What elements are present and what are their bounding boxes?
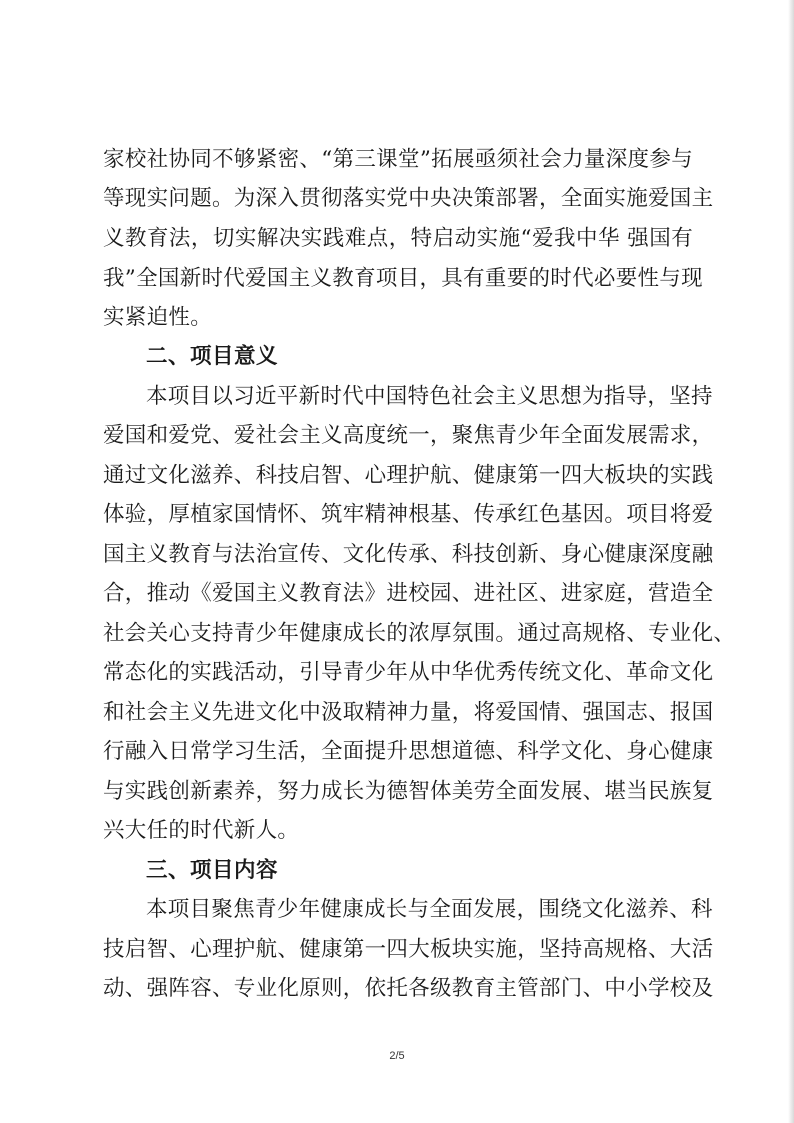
text-line: 体验，厚植家国情怀、筑牢精神根基、传承红色基因。项目将爱 — [103, 502, 714, 527]
text-line: 实紧迫性。 — [103, 305, 213, 330]
text-line: 动、强阵容、专业化原则，依托各级教育主管部门、中小学校及 — [103, 976, 714, 1001]
text-line: 本项目聚焦青少年健康成长与全面发展，围绕文化滋养、科 — [146, 897, 713, 922]
text-line: 社会关心支持青少年健康成长的浓厚氛围。通过高规格、专业化、 — [103, 621, 736, 646]
text-line: 合，推动《爱国主义教育法》进校园、进社区、进家庭，营造全 — [103, 581, 714, 606]
text-line: 常态化的实践活动，引导青少年从中华优秀传统文化、革命文化 — [103, 660, 714, 685]
text-line: 行融入日常学习生活，全面提升思想道德、科学文化、身心健康 — [103, 739, 714, 764]
text-line: 本项目以习近平新时代中国特色社会主义思想为指导，坚持 — [146, 384, 713, 409]
text-line: 等现实问题。为深入贯彻落实党中央决策部署，全面实施爱国主 — [103, 186, 714, 211]
text-line: 兴大任的时代新人。 — [103, 818, 300, 843]
page-edge-shadow — [788, 0, 794, 1123]
text-line: 和社会主义先进文化中汲取精神力量，将爱国情、强国志、报国 — [103, 700, 714, 725]
text-line: 与实践创新素养，努力成长为德智体美劳全面发展、堪当民族复 — [103, 779, 714, 804]
section-heading-content: 三、项目内容 — [146, 858, 279, 883]
text-line: 技启智、心理护航、健康第一四大板块实施，坚持高规格、大活 — [103, 937, 714, 962]
text-line: 我”全国新时代爱国主义教育项目，具有重要的时代必要性与现 — [103, 266, 703, 291]
text-line: 义教育法，切实解决实践难点，特启动实施“爱我中华 强国有 — [103, 226, 693, 251]
section-heading-significance: 二、项目意义 — [146, 344, 279, 369]
text-line: 爱国和爱党、爱社会主义高度统一，聚焦青少年全面发展需求， — [103, 423, 714, 448]
text-line: 通过文化滋养、科技启智、心理护航、健康第一四大板块的实践 — [103, 463, 714, 488]
page-number: 2/5 — [389, 1050, 405, 1062]
text-line: 家校社协同不够紧密、“第三课堂”拓展亟须社会力量深度参与 — [103, 147, 693, 172]
text-line: 国主义教育与法治宣传、文化传承、科技创新、身心健康深度融 — [103, 542, 714, 567]
